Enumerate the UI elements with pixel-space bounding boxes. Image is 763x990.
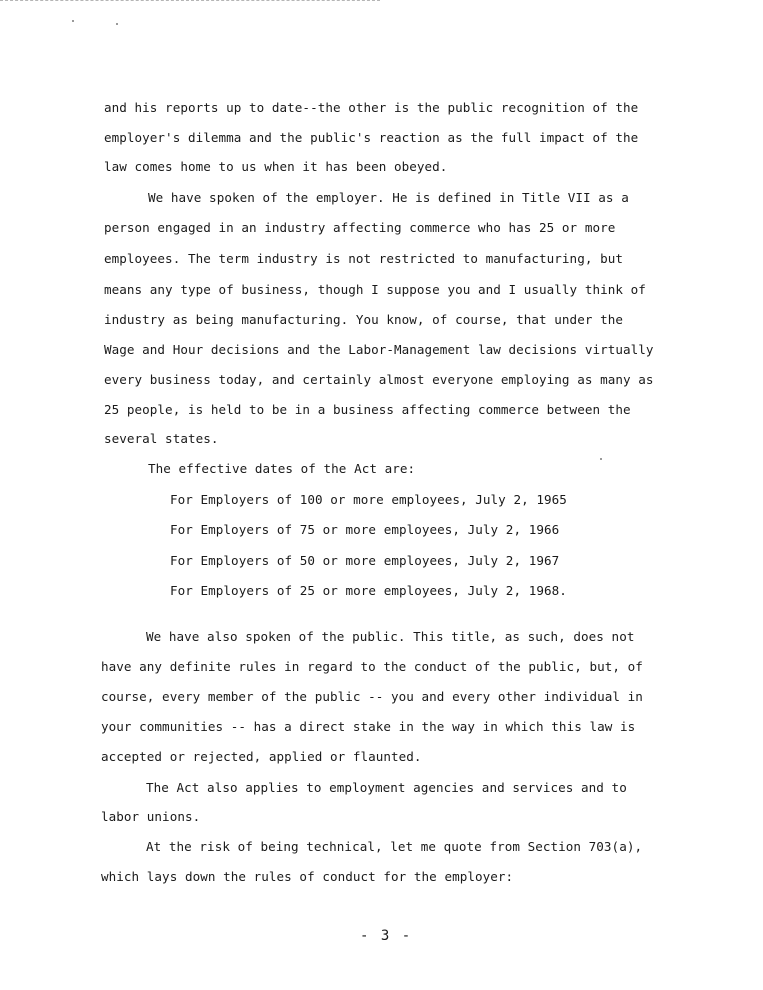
top-dashed-edge [0, 0, 380, 1]
text-line: We have spoken of the employer. He is defined in Title VII as a [148, 190, 629, 205]
effective-date-item: For Employers of 100 or more employees, July 2, 1965 [170, 492, 567, 507]
text-line: means any type of business, though I suppose you and I usually think of [104, 282, 646, 297]
text-line: law comes home to us when it has been obeyed. [104, 159, 448, 174]
text-line: several states. [104, 431, 219, 446]
text-line: labor unions. [101, 809, 201, 824]
text-line: At the risk of being technical, let me quote from Section 703(a), [146, 839, 643, 854]
text-line: 25 people, is held to be in a business affecting commerce between the [104, 402, 631, 417]
text-line: have any definite rules in regard to the conduct of the public, but, of [101, 659, 643, 674]
text-line: your communities -- has a direct stake in the way in which this law is [101, 719, 636, 734]
text-line: employees. The term industry is not restricted to manufacturing, but [104, 251, 623, 266]
text-line: Wage and Hour decisions and the Labor-Management law decisions virtually [104, 342, 654, 357]
page-number: - 3 - [360, 928, 413, 944]
scan-speck [600, 458, 602, 460]
scan-speck [116, 23, 118, 25]
text-line: course, every member of the public -- you and every other individual in [101, 689, 643, 704]
effective-dates-intro: The effective dates of the Act are: [148, 461, 416, 476]
text-line: accepted or rejected, applied or flaunted. [101, 749, 422, 764]
text-line: We have also spoken of the public. This title, as such, does not [146, 629, 635, 644]
text-line: industry as being manufacturing. You know, of course, that under the [104, 312, 623, 327]
effective-date-item: For Employers of 25 or more employees, July 2, 1968. [170, 583, 567, 598]
scan-speck [72, 20, 74, 22]
text-line: and his reports up to date--the other is the public recognition of the [104, 100, 639, 115]
text-line: employer's dilemma and the public's reaction as the full impact of the [104, 130, 639, 145]
text-line: The Act also applies to employment agencies and services and to [146, 780, 627, 795]
text-line: every business today, and certainly almost everyone employing as many as [104, 372, 654, 387]
text-line: which lays down the rules of conduct for the employer: [101, 869, 514, 884]
effective-date-item: For Employers of 50 or more employees, July 2, 1967 [170, 553, 560, 568]
text-line: person engaged in an industry affecting commerce who has 25 or more [104, 220, 616, 235]
effective-date-item: For Employers of 75 or more employees, July 2, 1966 [170, 522, 560, 537]
